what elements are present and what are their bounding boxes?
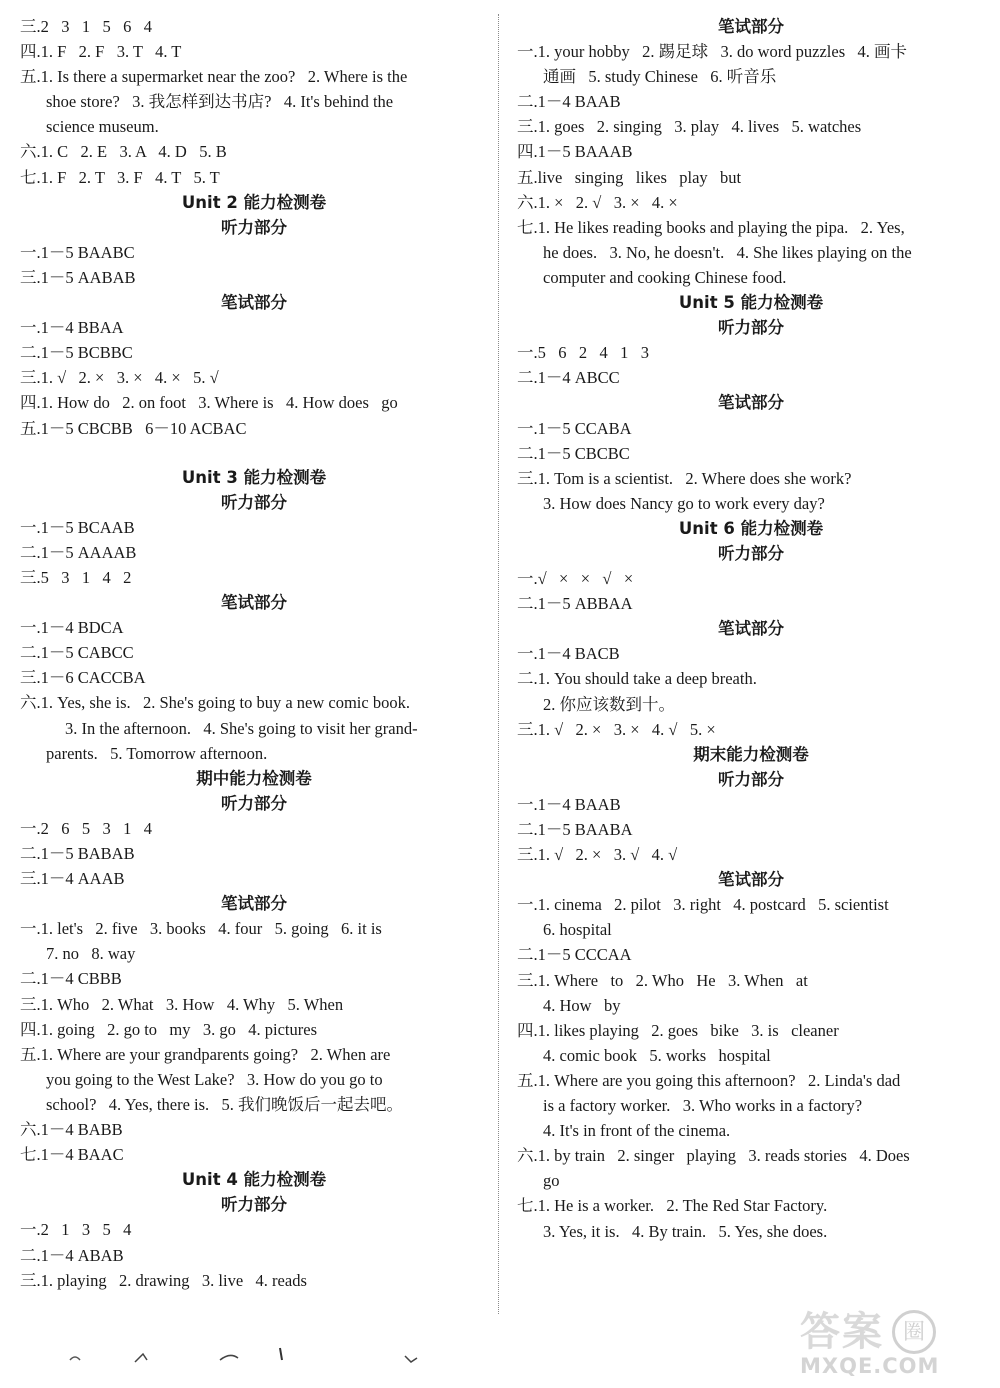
answer-line: 六.1－4 BABB: [20, 1120, 123, 1140]
answer-line: 六.1. Yes, she is. 2. She's going to buy a new comic book.: [20, 693, 410, 713]
answer-line: 二.1－5 BAABA: [517, 820, 633, 839]
section-heading: Unit 2 能力检测卷: [181, 192, 327, 212]
answer-continuation: parents. 5. Tomorrow afternoon.: [46, 743, 268, 763]
answer-line: 三.1. √ 2. × 3. × 4. √ 5. ×: [517, 719, 716, 739]
answer-line: 一.√ × × √ ×: [517, 569, 634, 589]
column-divider: [498, 14, 499, 1314]
answer-line: 一.1. let's 2. five 3. books 4. four 5. going 6. it is: [20, 919, 382, 939]
answer-line: 二.1－5 BABAB: [20, 844, 135, 863]
answer-line: 七.1. He is a worker. 2. The Red Star Factory.: [517, 1196, 828, 1216]
answer-line: 三.5 3 1 4 2: [20, 567, 132, 587]
answer-line: 三.1. √ 2. × 3. √ 4. √: [517, 845, 678, 865]
answer-continuation: 4. comic book 5. works hospital: [543, 1045, 771, 1065]
answer-line: 七.1－4 BAAC: [20, 1145, 124, 1165]
answer-continuation: 3. In the afternoon. 4. She's going to visit her grand-: [65, 718, 418, 738]
answer-line: 二.1－5 CABCC: [20, 643, 134, 663]
section-heading: 笔试部分: [718, 870, 784, 890]
answer-continuation: 2. 你应该数到十。: [543, 694, 675, 714]
answer-line: 一.2 1 3 5 4: [20, 1220, 132, 1240]
right-column: [517, 14, 985, 1244]
answer-line: 七.1. He likes reading books and playing the pipa. 2. Yes,: [517, 217, 905, 237]
answer-continuation: shoe store? 3. 我怎样到达书店? 4. It's behind the: [46, 92, 394, 112]
answer-line: 六.1. C 2. E 3. A 4. D 5. B: [20, 142, 227, 162]
answer-line: 二.1－4 ABCC: [517, 368, 620, 388]
section-heading: 笔试部分: [718, 17, 784, 36]
answer-line: 二.1－5 CCCAA: [517, 945, 632, 965]
answer-line: 一.1－4 BAAB: [517, 794, 621, 814]
answer-continuation: he does. 3. No, he doesn't. 4. She likes playing on the: [543, 242, 912, 262]
answer-continuation: 6. hospital: [543, 920, 612, 940]
answer-continuation: school? 4. Yes, there is. 5. 我们晚饭后一起去吧。: [46, 1094, 404, 1114]
answer-continuation: is a factory worker. 3. Who works in a factory?: [543, 1096, 863, 1116]
answer-line: 一.1. cinema 2. pilot 3. right 4. postcard 5. scientist: [517, 895, 889, 915]
answer-continuation: 3. How does Nancy go to work every day?: [543, 493, 825, 513]
spacer: [20, 441, 488, 465]
answer-line: 三.1. goes 2. singing 3. play 4. lives 5. watches: [517, 117, 862, 137]
section-heading: 听力部分: [221, 1195, 287, 1215]
answer-line: 一.1－4 BDCA: [20, 618, 124, 638]
answer-line: 二.1－4 ABAB: [20, 1245, 124, 1265]
answer-line: 六.1. × 2. √ 3. × 4. ×: [517, 192, 678, 212]
answer-continuation: computer and cooking Chinese food.: [543, 267, 787, 287]
section-heading: 期中能力检测卷: [196, 768, 312, 788]
section-heading: 听力部分: [221, 492, 287, 512]
answer-line: 一.1. your hobby 2. 踢足球 3. do word puzzles 4. 画卡: [517, 42, 908, 62]
answer-line: 一.1－5 BAABC: [20, 242, 135, 262]
answer-line: 二.1－5 AAAAB: [20, 542, 137, 562]
section-heading: 笔试部分: [221, 293, 287, 313]
section-heading: 笔试部分: [221, 593, 287, 613]
answer-continuation: science museum.: [46, 117, 159, 137]
section-heading: Unit 4 能力检测卷: [181, 1170, 327, 1190]
answer-line: 一.1－4 BACB: [517, 644, 620, 664]
watermark-text: 答案: [800, 1309, 884, 1355]
answer-line: 五.1. Is there a supermarket near the zoo? 2. Where is the: [20, 67, 408, 87]
answer-line: 三.1. Who 2. What 3. How 4. Why 5. When: [20, 994, 344, 1014]
answer-continuation: 7. no 8. way: [46, 944, 136, 964]
answer-line: 二.1－5 BCBBC: [20, 343, 133, 363]
section-heading: Unit 3 能力检测卷: [181, 467, 327, 487]
answer-line: 一.1－5 BCAAB: [20, 517, 135, 537]
answer-line: 五.live singing likes play but: [517, 167, 742, 187]
answer-line: 一.2 6 5 3 1 4: [20, 818, 152, 838]
section-heading: 期末能力检测卷: [693, 744, 809, 764]
answer-line: 一.1－5 CCABA: [517, 418, 632, 438]
section-heading: Unit 6 能力检测卷: [678, 518, 824, 538]
scan-artifact-marks: [60, 1340, 500, 1370]
answer-line: 四.1. F 2. F 3. T 4. T: [20, 42, 182, 62]
answer-line: 二.1－5 CBCBC: [517, 443, 630, 463]
answer-continuation: you going to the West Lake? 3. How do you go to: [46, 1069, 383, 1089]
answer-line: 四.1. How do 2. on foot 3. Where is 4. How does go: [20, 393, 398, 413]
answer-line: 四.1－5 BAAAB: [517, 142, 633, 162]
section-heading: 听力部分: [718, 769, 784, 789]
answer-continuation: 4. It's in front of the cinema.: [543, 1121, 731, 1141]
answer-line: 三.2 3 1 5 6 4: [20, 17, 152, 36]
answer-line: 三.1. Where to 2. Who He 3. When at: [517, 970, 808, 990]
section-heading: Unit 5 能力检测卷: [678, 293, 824, 313]
watermark-url: MXQE.COM: [800, 1354, 940, 1378]
answer-line: 三.1. playing 2. drawing 3. live 4. reads: [20, 1270, 307, 1290]
answer-line: 一.1－4 BBAA: [20, 318, 124, 338]
answer-line: 三.1. √ 2. × 3. × 4. × 5. √: [20, 368, 219, 388]
answer-line: 七.1. F 2. T 3. F 4. T 5. T: [20, 167, 220, 187]
answer-line: 三.1－4 AAAB: [20, 869, 125, 889]
answer-continuation: 通画 5. study Chinese 6. 听音乐: [543, 67, 777, 87]
answer-line: 五.1－5 CBCBB 6－10 ACBAC: [20, 418, 247, 438]
answer-line: 四.1. likes playing 2. goes bike 3. is cleaner: [517, 1020, 839, 1040]
answer-line: 五.1. Where are you going this afternoon? 2. Linda's dad: [517, 1070, 901, 1090]
answer-line: 二.1. You should take a deep breath.: [517, 669, 757, 689]
answer-line: 三.1－5 AABAB: [20, 267, 136, 287]
answer-continuation: 4. How by: [543, 995, 621, 1015]
section-heading: 听力部分: [221, 793, 287, 813]
watermark-logo: [800, 1310, 990, 1380]
section-heading: 笔试部分: [718, 393, 784, 413]
answer-continuation: go: [543, 1171, 560, 1191]
left-column: [20, 14, 488, 1293]
section-heading: 笔试部分: [221, 894, 287, 914]
answer-line: 五.1. Where are your grandparents going? 2. When are: [20, 1044, 391, 1064]
answer-continuation: 3. Yes, it is. 4. By train. 5. Yes, she does.: [543, 1221, 828, 1241]
answer-line: 六.1. by train 2. singer playing 3. reads stories 4. Does: [517, 1146, 910, 1166]
watermark-seal-icon: 圈: [892, 1310, 936, 1354]
section-heading: 听力部分: [718, 318, 784, 338]
section-heading: 笔试部分: [718, 619, 784, 639]
answer-line: 一.5 6 2 4 1 3: [517, 343, 649, 363]
answer-line: 三.1－6 CACCBA: [20, 668, 146, 688]
section-heading: 听力部分: [221, 217, 287, 237]
answer-line: 二.1－4 CBBB: [20, 969, 122, 989]
answer-line: 三.1. Tom is a scientist. 2. Where does she work?: [517, 468, 852, 488]
answer-line: 四.1. going 2. go to my 3. go 4. pictures: [20, 1019, 317, 1039]
section-heading: 听力部分: [718, 543, 784, 563]
answer-line: 二.1－5 ABBAA: [517, 594, 633, 614]
answer-line: 二.1－4 BAAB: [517, 92, 621, 112]
